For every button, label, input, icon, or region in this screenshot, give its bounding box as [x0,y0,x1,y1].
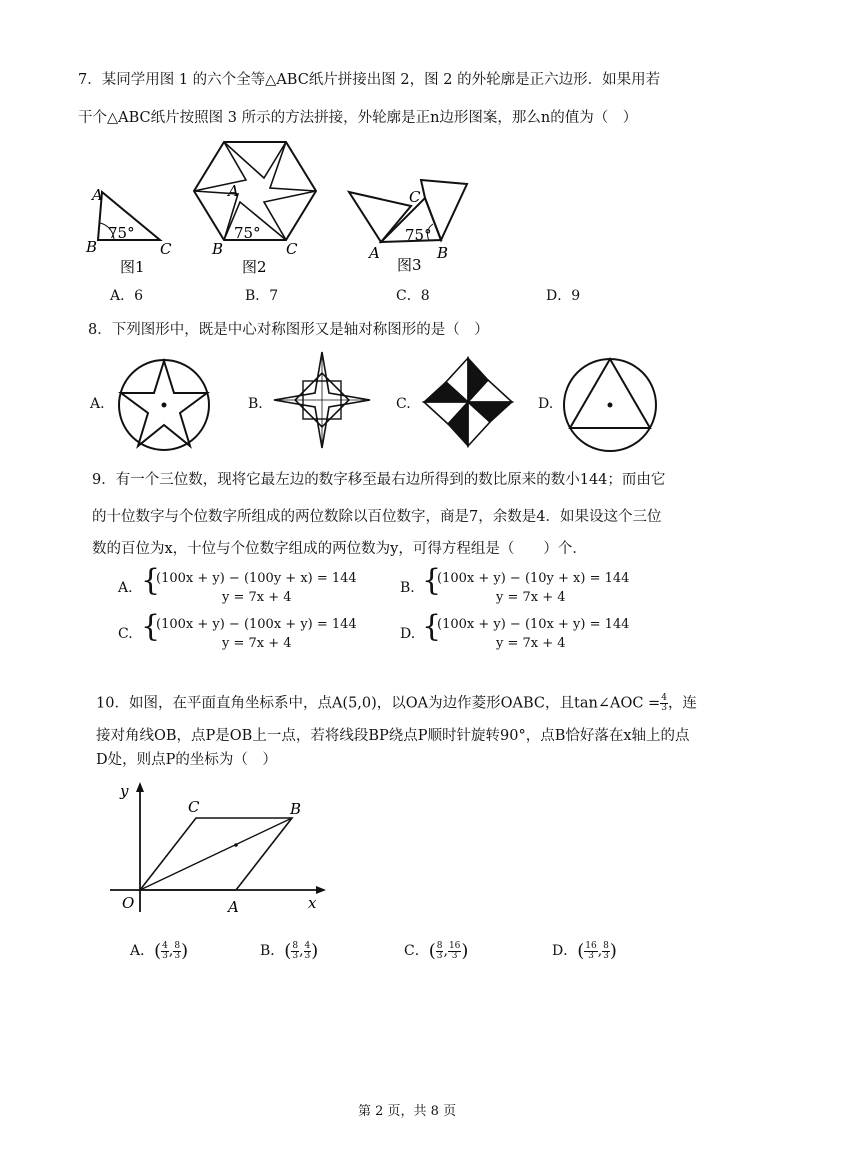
q9-option-a-label: A. [118,580,133,596]
q7-option-d: D．9 [546,288,581,304]
q7-option-a: A．6 [110,288,144,304]
graph-label-A: A [228,898,239,915]
fig3-caption: 图3 [397,256,422,274]
graph-label-x: x [308,894,317,912]
q10-option-b-den2: 3 [304,950,311,961]
q7-option-b: B．7 [245,288,279,304]
q10-option-d: D．( $\frac{16}{3}$ , $\frac{8}{3}$ ) [552,940,617,962]
q10-option-a: A．( $\frac{4}{3}$ , $\frac{8}{3}$ ) [130,940,189,962]
q7-figure-3 [345,176,475,276]
q8-figure-d-triangle-in-circle [562,356,662,454]
q9-option-c-eq2: y = 7x + 4 [222,636,292,651]
fig2-caption: 图2 [242,258,267,276]
q10-option-a-num1: 4 [162,940,168,951]
fig1-label-C: C [160,240,172,258]
fig3-label-A: A [369,244,380,262]
fig2-label-B: B [212,240,224,258]
q8-label-a: A. [90,396,105,412]
q10-tan-fraction [660,694,668,713]
fig2-label-A: A [228,182,239,200]
fig1-caption: 图1 [120,258,145,275]
graph-label-B: B [290,800,302,818]
q7-figure-1 [78,180,178,275]
q10-option-a-num2: 8 [174,940,181,951]
q10-option-b: B．( $\frac{8}{3}$ , $\frac{4}{3}$ ) [260,940,319,962]
q10-option-c-num2: 16 [448,940,461,951]
q10-option-c-num1: 8 [436,940,443,951]
q9-option-d-eq1: (100x + y) − (10x + y) = 144 [437,617,630,632]
q8-label-d: D. [538,396,554,412]
q7-line2: 干个△ABC纸片按照图 3 所示的方法拼接，外轮廓是正n边形图案，那么n的值为（ ） [78,110,638,126]
fig1-label-A: A [92,186,103,204]
q9-option-d-eq2: y = 7x + 4 [496,636,566,651]
q9-option-c-label: C. [118,626,133,642]
q10-option-d-den1: 3 [588,950,594,961]
q10-line2: 接对角线OB，点P是OB上一点，若将线段BP绕点P顺时针旋转90°，点B恰好落在x轴上的点 [96,728,690,744]
q10-tan-denominator: 3 [661,703,667,713]
q7-figure-2 [190,136,320,276]
q10-option-b-label: B． [260,943,285,959]
q8-figure-c-pinwheel [420,354,520,454]
q9-option-b-label: B. [400,580,415,596]
q8-stem: 8．下列图形中，既是中心对称图形又是轴对称图形的是（ ） [88,322,489,338]
q9-option-d-brace: { [422,609,442,644]
q10-option-d-num1: 16 [585,940,597,951]
q10-line1-text: 10．如图，在平面直角坐标系中，点A(5,0)，以OA为边作菱形OABC，且tan∠AOC = [96,695,661,712]
q8-figure-a-star-in-circle [116,358,216,454]
q9-option-b-eq2: y = 7x + 4 [496,590,566,605]
graph-label-C: C [188,798,200,816]
q9-option-a-eq2: y = 7x + 4 [222,590,292,605]
fig3-label-C: C [409,188,421,206]
q9-option-a-eq1: (100x + y) − (100y + x) = 144 [156,571,357,586]
graph-label-O: O [122,894,135,912]
q7-option-c: C．8 [396,288,430,304]
fig1-angle: 75° [108,224,135,242]
q10-option-b-num2: 4 [304,940,311,951]
q9-option-c-eq1: (100x + y) − (100x + y) = 144 [156,617,357,632]
q9-line1: 9．有一个三位数，现将它最左边的数字移至最右边所得到的数比原来的数小144；而由它 [92,472,666,488]
q10-option-a-den1: 3 [162,950,168,961]
q10-option-c: C．( $\frac{8}{3}$ , $\frac{16}{3}$ ) [404,940,469,962]
graph-label-y: y [120,782,129,800]
q8-label-c: C. [396,396,411,412]
q7-line1: 7．某同学用图 1 的六个全等△ABC纸片拼接出图 2，图 2 的外轮廓是正六边形．如果用若 [78,72,661,88]
q10-line3: D处，则点P的坐标为（ ） [96,752,277,768]
q10-line1 [96,694,697,713]
fig3-label-B: B [437,244,449,262]
q10-option-a-label: A． [130,943,155,959]
q10-option-d-num2: 8 [603,940,609,951]
q10-option-c-label: C． [404,943,429,959]
q10-option-b-num1: 8 [292,940,299,951]
q10-option-b-den1: 3 [292,950,299,961]
q9-line3: 数的百位为x，十位与个位数字组成的两位数为y，可得方程组是（ ）个． [92,541,587,557]
fig2-angle: 75° [234,224,261,242]
q10-coordinate-graph [110,780,340,915]
q9-option-c-brace: { [141,609,161,644]
q10-option-a-den2: 3 [174,950,181,961]
fig2-label-C: C [286,240,298,258]
q9-line2: 的十位数字与个位数字所组成的两位数除以百位数字，商是7，余数是4．如果设这个三位 [92,509,662,525]
q8-figure-b-compass-star [272,350,372,450]
q10-line1-tail: ，连 [667,695,697,712]
q9-option-a-brace: { [141,563,161,598]
q10-tan-numerator: 4 [661,693,667,703]
q8-label-b: B. [248,396,263,412]
q9-option-b-brace: { [422,563,442,598]
q10-option-c-den1: 3 [436,950,443,961]
q9-option-b-eq1: (100x + y) − (10y + x) = 144 [437,571,630,586]
fig3-angle: 75° [405,226,432,244]
q10-option-d-label: D． [552,943,578,959]
page-footer: 第 2 页，共 8 页 [358,1104,457,1119]
q10-option-d-den2: 3 [603,950,609,961]
q10-option-c-den2: 3 [451,950,458,961]
fig1-label-B: B [86,238,98,256]
q9-option-d-label: D. [400,626,416,642]
